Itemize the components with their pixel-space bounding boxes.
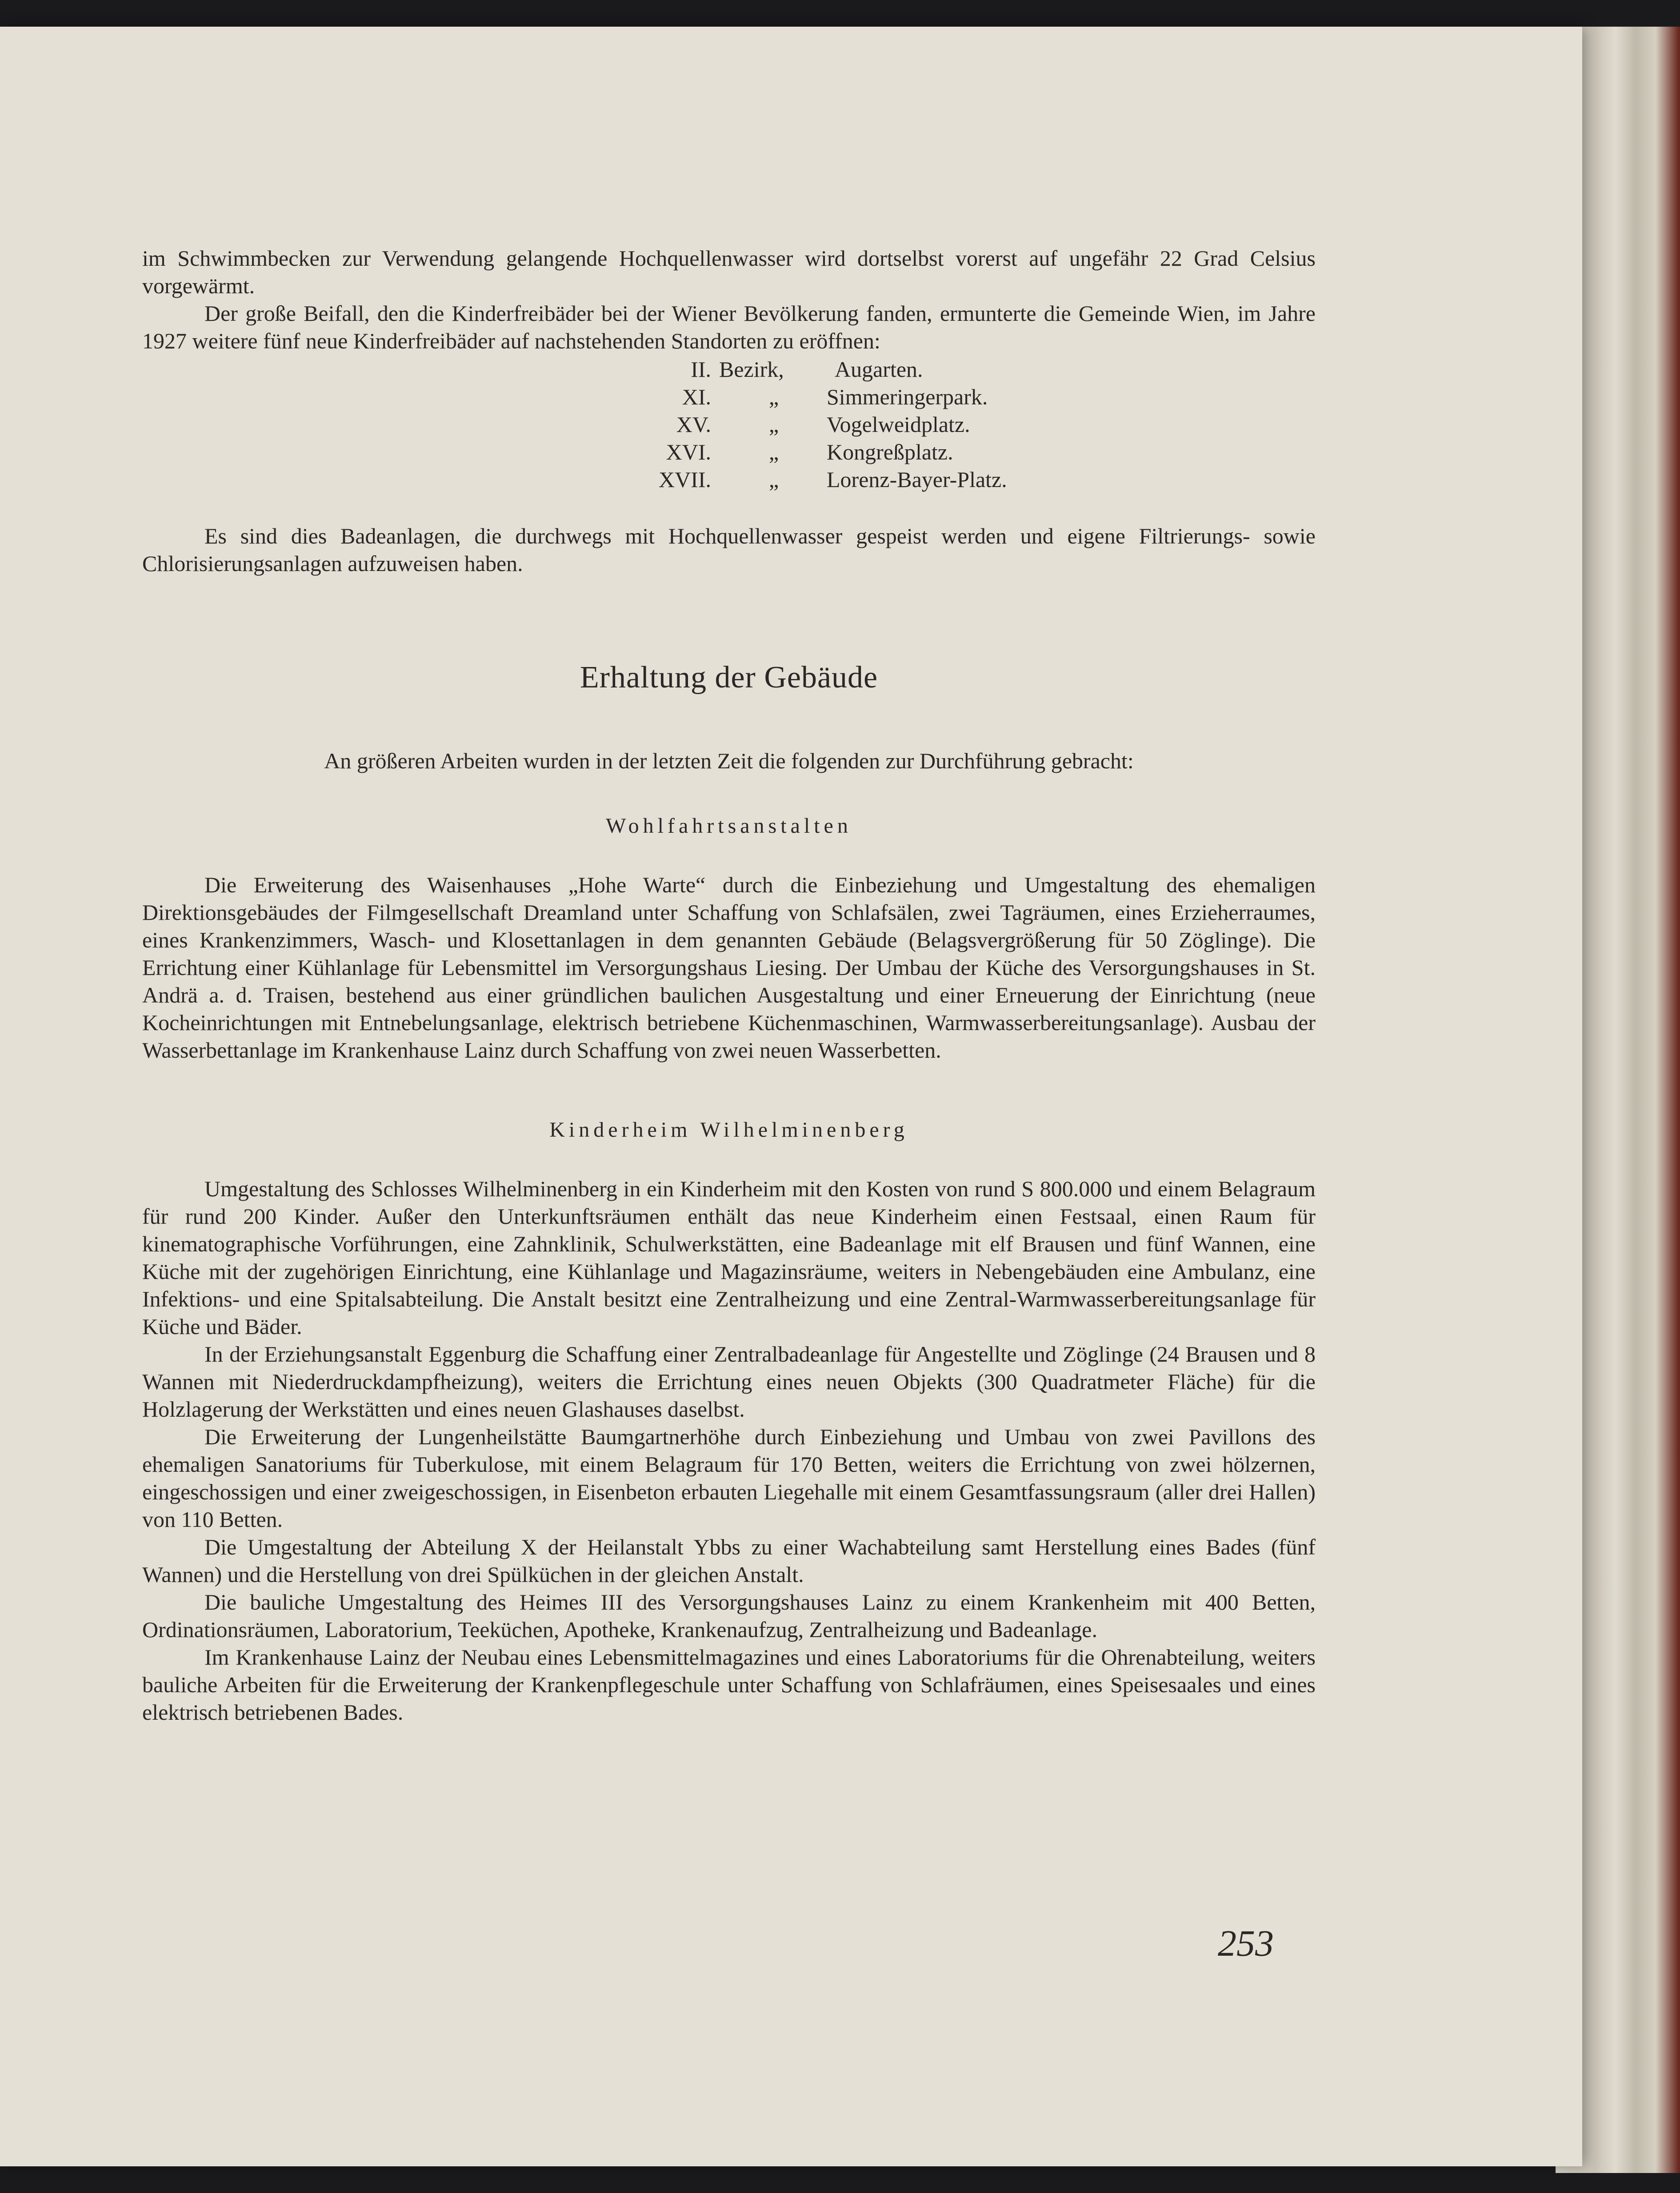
paragraph-wohlfahrtsanstalten: Die Erweiterung des Waisenhauses „Hohe Warte“ durch die Einbeziehung und Umgestaltung des ehemaligen Direktionsgebäudes der Filmgesellschaft Dreamland unter Schaffung von Schlafsälen, zwei Tagräumen, eines Erzieherraumes, eines Krankenzimmers, Wasch- und Klosettanlagen in dem genannten Gebäude (Belagsvergrößerung für 50 Zöglinge). Die Errichtung einer Kühlanlage für Lebensmittel im Versorgungshaus Liesing. Der Umbau der Küche des Versorgungshauses in St. Andrä a. d. Traisen, bestehend aus einer gründlichen baulichen Ausgestaltung und einer Erneuerung der Einrichtung (neue Kocheinrichtungen mit Entnebelungsanlage, elektrisch betriebene Küchenmaschinen, Warmwasserbereitungsanlage). Ausbau der Wasserbettanlage im Krankenhause Lainz durch Schaffung von zwei neuen Wasserbetten. — [142, 872, 1316, 1063]
site-list — [542, 356, 1316, 493]
paragraph-lainz-krankenhaus: Im Krankenhause Lainz der Neubau eines Lebensmittelmagazines und eines Laboratoriums für die Ohrenabteilung, weiters bauliche Arbeiten für die Erweiterung der Krankenpflegeschule unter Schaffung von Schlafräumen, eines Speisesaales und eines elektrisch betriebenen Bades. — [142, 1645, 1316, 1725]
section-intro: An größeren Arbeiten wurden in der letzten Zeit die folgenden zur Durchführung gebracht: — [324, 748, 1134, 773]
site-row — [542, 356, 1316, 383]
site-name: Vogelweidplatz. — [827, 412, 970, 437]
spacer — [142, 1064, 1316, 1116]
site-district: XVI. — [666, 439, 711, 464]
site-row — [542, 438, 1316, 466]
site-row — [542, 411, 1316, 438]
site-district: XV. — [676, 412, 711, 437]
page-number: 253 — [1218, 1923, 1274, 1964]
paragraph-wilhelminenberg: Umgestaltung des Schlosses Wilhelminenberg in ein Kinderheim mit den Kosten von rund S 800.000 und einem Belagraum für rund 200 Kinder. Außer den Unterkunftsräumen enthält das neue Kinderheim einen Festsaal, einen Raum für kinematographische Vorführungen, eine Zahnklinik, Schulwerkstätten, eine Badeanlage mit elf Brausen und fünf Wannen, eine Küche mit der zugehörigen Einrichtung, eine Kühlanlage und Magazinsräume, weiters in Nebengebäuden eine Ambulanz, eine Infektions- und eine Spitalsabteilung. Die Anstalt besitzt eine Zentralheizung und eine Zentral-Warmwasserbereitungsanlage für Küche und Bäder. — [142, 1176, 1316, 1339]
site-name: Augarten. — [835, 357, 923, 382]
site-ditto-mark: „ — [769, 439, 779, 464]
book-page — [0, 27, 1582, 2166]
paragraph-badeanlagen: Es sind dies Badeanlagen, die durchwegs mit Hochquellenwasser gespeist werden und eigene Filtrierungs- sowie Chlorisierungsanlagen aufzuweisen haben. — [142, 523, 1316, 576]
section-title: Erhaltung der Gebäude — [580, 660, 878, 695]
paragraph-baumgartnerhoehe: Die Erweiterung der Lungenheilstätte Baumgartnerhöhe durch Einbeziehung und Umbau von zwei Pavillons des ehemaligen Sanatoriums für Tuberkulose, mit einem Belagraum für 170 Betten, weiters die Errichtung von zwei hölzernen, eingeschossigen und einer zweigeschossigen, in Eisenbeton erbauten Liegehalle mit einem Gesamtfassungsraum (aller drei Hallen) von 110 Betten. — [142, 1424, 1316, 1532]
site-district: XI. — [682, 384, 711, 409]
site-name: Lorenz-Bayer-Platz. — [827, 467, 1007, 492]
paragraph-eggenburg: In der Erziehungsanstalt Eggenburg die Schaffung einer Zentralbadeanlage für Angestellte und Zöglinge (24 Brausen und 8 Wannen mit Niederdruckdampfheizung), weiters die Errichtung eines neuen Objekts (300 Quadratmeter Fläche) für die Holzlagerung der Werkstätten und eines neuen Glashauses daselbst. — [142, 1342, 1316, 1422]
site-district: II. — [691, 357, 711, 382]
site-row — [542, 383, 1316, 411]
paragraph-ybbs: Die Umgestaltung der Abteilung X der Heilanstalt Ybbs zu einer Wachabteilung samt Herstellung eines Bades (fünf Wannen) und die Herstellung von drei Spülküchen in der gleichen Anstalt. — [142, 1534, 1316, 1587]
subsection-title-wohlfahrtsanstalten: Wohlfahrtsanstalten — [606, 814, 852, 838]
site-bezirk-label: Bezirk, — [719, 357, 784, 382]
site-district: XVII. — [658, 467, 711, 492]
subsection-title-kinderheim: Kinderheim Wilhelminenberg — [549, 1118, 908, 1142]
site-row — [542, 466, 1316, 493]
paragraph-continuation: im Schwimmbecken zur Verwendung gelangende Hochquellenwasser wird dortselbst vorerst auf ungefähr 22 Grad Celsius vorgewärmt. — [142, 246, 1316, 298]
site-ditto-mark: „ — [769, 384, 779, 409]
site-ditto-mark: „ — [769, 467, 779, 492]
site-name: Kongreßplatz. — [827, 439, 953, 464]
paragraph-lainz-heim: Die bauliche Umgestaltung des Heimes III des Versorgungshauses Lainz zu einem Krankenheim mit 400 Betten, Ordinationsräumen, Laboratorium, Teeküchen, Apotheke, Krankenaufzug, Zentralheizung und Badeanlage. — [142, 1590, 1316, 1642]
paragraph-kinderfreibaeder: Der große Beifall, den die Kinderfreibäder bei der Wiener Bevölkerung fanden, ermunterte die Gemeinde Wien, im Jahre 1927 weitere fünf neue Kinderfreibäder auf nachstehenden Standorten zu eröffnen: — [142, 301, 1316, 353]
site-ditto-mark: „ — [769, 412, 779, 437]
site-name: Simmeringerpark. — [827, 384, 988, 409]
page-content — [142, 244, 1316, 1726]
